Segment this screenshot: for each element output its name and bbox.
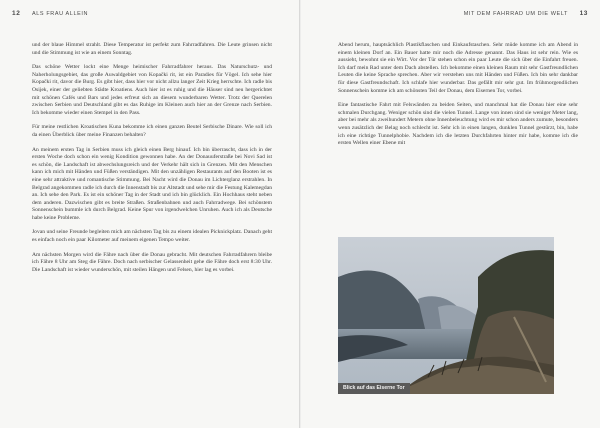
landscape-photo — [338, 237, 554, 394]
paragraph: Jovan und seine Freunde begleiten mich am nächsten Tag bis zu einem idealen Picknickplatz. Danach geht es einfach noch ein paar Kilometer auf meinem eigenen Tempo weiter. — [32, 229, 272, 244]
paragraph: Am nächsten Morgen wird die Fähre nach über die Donau gebracht. Mit deutschen Fahrradfahrern bleibe ich Fähre 8 Uhr am Steg die Fähre. Doch nach serbischer Gelassenheit gehe die Fähre doch erst 8:30 Uhr. Die Landschaft ist wieder wunderschön, mit steilen Hängen und Felsen, hier lag es vorbei. — [32, 251, 272, 273]
left-page — [0, 0, 299, 428]
left-running-title: ALS FRAU ALLEIN — [32, 11, 89, 17]
paragraph: Eine fantastische Fahrt mit Felswänden zu beiden Seiten, und manchmal hat die Donau hier eine sehr schmalen Durchgang. Weniger schön sind die vielen Tunnel. Lange von innen sind sie weniger Meter lang, aber bei mehr als zweihundert Metern ohne Innenbeleuchtung wird es mir schon anders zumute, besonders wenn zusätzlich der Belag noch schlecht ist. Sehr ich in einen langen, dunklen Tunnel gestürzt, bin, habe ich eine richtige Tunnelphobie. Nachdem ich die letzten Durchfahrten hinter mir habe, komme ich die ersten Wellen einer Ebene mit — [338, 102, 578, 147]
right-running-title: MIT DEM FAHRRAD UM DIE WELT — [463, 11, 568, 17]
paragraph: und der blaue Himmel strahlt. Diese Temperatur ist perfekt zum Fahrradfahren. Die Leute grinsen nicht und die Stimmung ist wie an einem Sonntag. — [32, 42, 272, 56]
right-page-header — [313, 8, 588, 20]
right-text-column — [338, 42, 578, 155]
left-text-column — [32, 42, 272, 281]
photo-caption: Blick auf das Eiserne Tor — [338, 383, 410, 394]
iron-gate-gorge-image — [338, 237, 554, 394]
right-page-number: 13 — [579, 10, 588, 17]
paragraph: Für meine restlichen Kroatischen Kuna bekomme ich einen ganzen Beutel Serbische Dinare. Wie soll ich da einen Überblick über meine Finanzen behalten? — [32, 124, 272, 138]
left-page-number: 12 — [12, 10, 21, 17]
paragraph: Das schöne Wetter lockt eine Menge heimischer Fahrradfahrer heraus. Das Naturschutz- und Naherholungsgebiet, das große Auwaldgebiet von Kopački rit, ist ein Paradies für Vögel. Ich sehe hier Kopački rit, davor die Burg. Es gibt hier, dass hier vor nicht allzu langer Zeit Krieg herrschte. Ich radle bis Osijek, einer der geliebten Städte Kroatiens. Auch hier ist es ruhig und die Häuser sind neu hergerichtet mit schönen Cafés und Bars und jedes erfreut sich an diesem wunderbaren Wetter. Trotz der Querelen zwischen Serbien und Deutschland gibt es das Ruhige im Kleinen auch hier an der Grenze nach Serbien. Ich bekomme wieder einen Stempel in den Pass. — [32, 64, 272, 116]
paragraph: Abend herum, hauptsächlich Plastikflaschen und Einkaufstaschen. Sehr müde komme ich am Abend in einem kleinen Dorf an. Ein Bauer hatte mir noch die Adresse genannt. Das Haus ist sehr rein. Wie es aussieht, bewohnt sie ein Wirt. Vor der Tür stehen schon ein paar Leute die sich über die Einfahrt freuen. Ich darf mein Rad unter dem Dach abstellen. Ich bekomme einen kleinen Raum mit sehr Gastfreundlichen Leuten die keine Sprache sprechen. Aber wir verstehen uns mit Händen und Füßen. Ich bin sehr dankbar für diese Gastfreundschaft. Ich schlafe hier wunderbar. Das gefällt mir sehr gut. Im frühmorgendlichen Sonnenschein komme ich am schönsten Teil der Donau, dem Eisernen Tor, vorbei. — [338, 42, 578, 94]
paragraph: An meinem ersten Tag in Serbien muss ich gleich einen Berg hinauf. Ich bin überrascht, dass ich in der ersten Woche doch schon ein wenig Kondition gewonnen habe. An der Donauuferstraße bei Novi Sad ist es schön, die Landschaft ist abwechslungsreich und der Verkehr hält sich in Grenzen. Mit den Menschen kann ich mich mit Händen und Füßen verständigen. Mit den unzähligen Restaurants auf den Booten ist es eine sehr attraktive und romantische Stimmung. Bei Nacht wird die Donau im Lichterglanz erstrahlen. In Belgrad angekommen radle ich durch die Innenstadt bis zur Altstadt und sehe mir die Festung Kalemegdan an. Ich sehe den Park. Es ist ein schöner Tag in der Stadt und ich bin glücklich. Ein Hochhaus steht neben dem anderen. Dazwischen gibt es breite Straßen. Straßenbahnen und auch Fahrradwege. Bei schönstem Sonnenschein bummle ich durch Belgrad. Keine Spur von irgendwelchen Unruhen. Auch ich als Deutsche habe keine Probleme. — [32, 146, 272, 221]
left-page-header — [12, 8, 287, 20]
